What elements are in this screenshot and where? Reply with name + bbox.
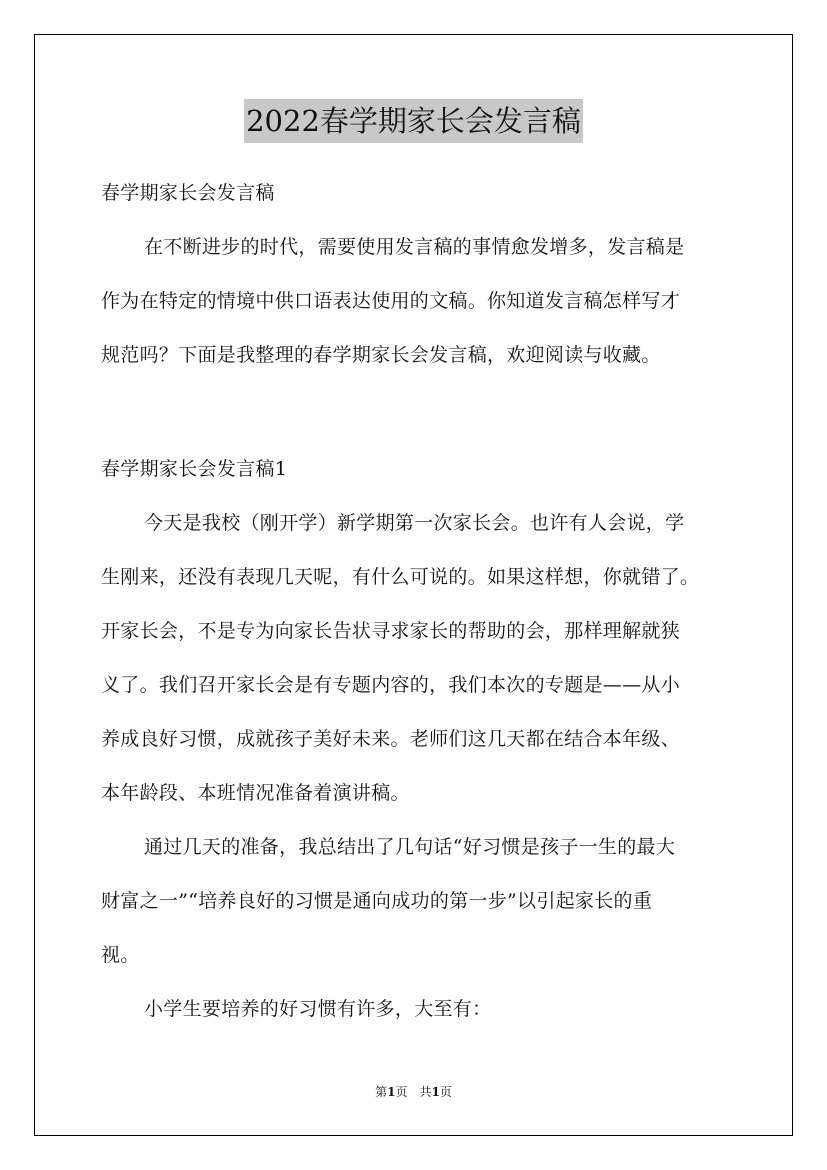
paragraph3-line-1: 小学生要培养的好习惯有许多，大至有： — [144, 998, 492, 1020]
page-mid: 页 共 — [395, 1085, 432, 1099]
section-heading: 春学期家长会发言稿1 — [101, 458, 288, 480]
intro-line-1: 在不断进步的时代，需要使用发言稿的事情愈发增多，发言稿是 — [144, 236, 685, 258]
page-suffix: 页 — [439, 1085, 452, 1099]
paragraph2-line-3: 视。 — [101, 944, 140, 966]
paragraph1-line-3: 开家长会，不是专为向家长告状寻求家长的帮助的会，那样理解就狭 — [101, 620, 681, 642]
blank-line — [101, 388, 741, 442]
paragraph2-line-1: 通过几天的准备，我总结出了几句话“好习惯是孩子一生的最大 — [144, 836, 676, 858]
title-container — [0, 99, 827, 143]
page-total: 1 — [431, 1085, 440, 1099]
paragraph1-line-4: 义了。我们召开家长会是有专题内容的，我们本次的专题是——从小 — [101, 674, 681, 696]
intro-line-2: 作为在特定的情境中供口语表达使用的文稿。你知道发言稿怎样写才 — [101, 290, 681, 312]
paragraph1-line-5: 养成良好习惯，成就孩子美好未来。老师们这几天都在结合本年级、 — [101, 728, 681, 750]
page-footer — [0, 1083, 827, 1101]
paragraph1-line-6: 本年龄段、本班情况准备着演讲稿。 — [101, 782, 410, 804]
document-title: 2022春学期家长会发言稿 — [244, 99, 583, 143]
page-prefix: 第 — [375, 1085, 388, 1099]
paragraph2-line-2: 财富之一”“培养良好的习惯是通向成功的第一步”以引起家长的重 — [101, 890, 653, 912]
intro-line-3: 规范吗？下面是我整理的春学期家长会发言稿，欢迎阅读与收藏。 — [101, 344, 661, 366]
page-current: 1 — [387, 1085, 396, 1099]
subtitle: 春学期家长会发言稿 — [101, 182, 275, 204]
document-body — [101, 172, 741, 1042]
paragraph1-line-1: 今天是我校（刚开学）新学期第一次家长会。也许有人会说，学 — [144, 512, 685, 534]
paragraph1-line-2: 生刚来，还没有表现几天呢，有什么可说的。如果这样想，你就错了。 — [101, 566, 700, 588]
